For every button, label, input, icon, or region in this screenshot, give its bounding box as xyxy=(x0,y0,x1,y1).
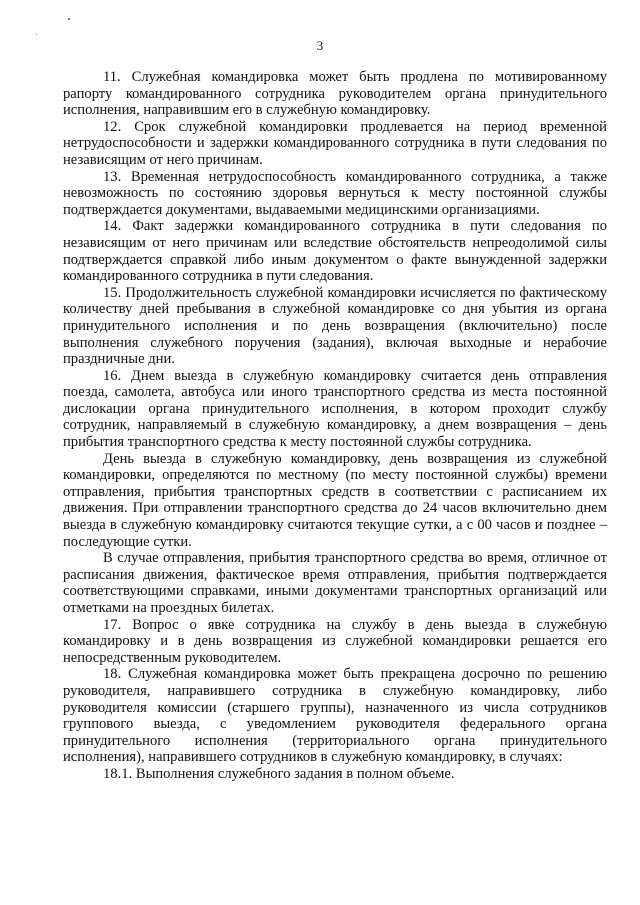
paragraph-11: 11. Служебная командировка может быть продлена по мотивированному рапорту командированного сотрудника руководителем органа принудительного исполнения, направившим его в служебную командировку. xyxy=(63,69,607,119)
document-body xyxy=(63,69,607,783)
scan-speck xyxy=(68,18,70,20)
paragraph-18: 18. Служебная командировка может быть прекращена досрочно по решению руководителя, направившего сотрудника в служебную командировку, либо руководителя комиссии (старшего группы), назначенного из числа сотрудников группового выезда, с уведомлением руководителя федерального органа принудительного исполнения (территориального органа принудительного исполнения), направившего сотрудников в служебную командировку, в случаях: xyxy=(63,666,607,766)
paragraph-14: 14. Факт задержки командированного сотрудника в пути следования по независящим от него причинам или вследствие обстоятельств непреодолимой силы подтверждается справкой либо иным документом о факте вынужденной задержки командированного сотрудника в пути следования. xyxy=(63,218,607,285)
paragraph-12: 12. Срок служебной командировки продлевается на период временной нетрудоспособности и задержки командированного сотрудника в пути следования по независящим от него причинам. xyxy=(63,118,607,168)
scan-speck xyxy=(36,34,37,35)
paragraph-13: 13. Временная нетрудоспособность командированного сотрудника, а также невозможность по состоянию здоровья вернуться к месту постоянной службы подтверждается документами, выдаваемыми медицинскими организациями. xyxy=(63,168,607,218)
paragraph-16: 16. Днем выезда в служебную командировку считается день отправления поезда, самолета, автобуса или иного транспортного средства из места постоянной дислокации органа принудительного исполнения, в котором проходит службу сотрудник, направляемый в служебную командировку, а днем возвращения – день прибытия транспортного средства к месту постоянной службы сотрудника. xyxy=(63,367,607,451)
page-number: 3 xyxy=(316,38,324,53)
paragraph-15: 15. Продолжительность служебной командировки исчисляется по фактическому количеству дней пребывания в служебной командировке со дня убытия из органа принудительного исполнения и по день возвращения (включительно) после выполнения служебного поручения (задания), включая выходные и нерабочие праздничные дни. xyxy=(63,284,607,368)
paragraph-16-departure-day: День выезда в служебную командировку, день возвращения из служебной командировки, определяются по местному (по месту постоянной службы) времени отправления, прибытия транспортных средств в соответствии с расписанием их движения. При отправлении транспортного средства до 24 часов включительно днем выезда в служебную командировку считаются текущие сутки, а с 00 часов и позднее – последующие сутки. xyxy=(63,450,607,550)
paragraph-18-1: 18.1. Выполнения служебного задания в полном объеме. xyxy=(103,765,455,782)
paragraph-16-schedule-deviation: В случае отправления, прибытия транспортного средства во время, отличное от расписания движения, фактическое время отправления, прибытия подтверждается соответствующими справками, иными документами транспортных организаций или отметками на проездных билетах. xyxy=(63,550,607,616)
paragraph-17: 17. Вопрос о явке сотрудника на службу в день выезда в служебную командировку и в день возвращения из служебной командировки решается его непосредственным руководителем. xyxy=(63,616,607,666)
